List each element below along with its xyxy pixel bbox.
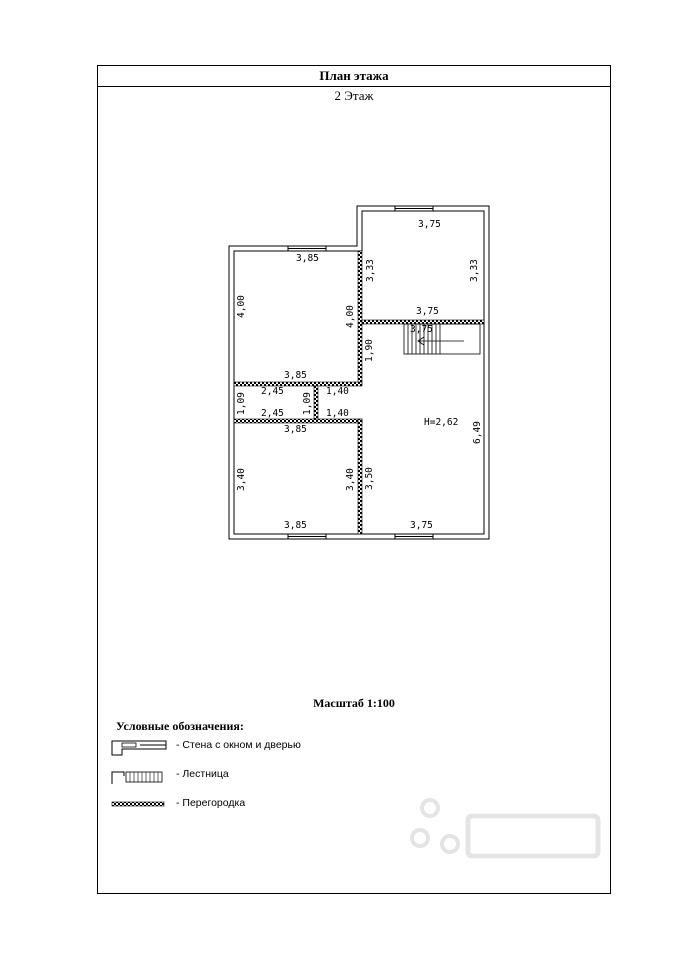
floor-label: 2 Этаж — [334, 88, 374, 103]
scale-label: Масштаб 1:100 — [313, 696, 395, 710]
dim-hall-left: 3,50 — [364, 467, 375, 490]
dim-hall-right: 6,49 — [472, 421, 483, 444]
dim-r1-top: 3,85 — [296, 253, 319, 264]
ceiling-height: H=2,62 — [424, 417, 459, 428]
wall-window-door-icon — [110, 739, 170, 757]
dim-r2-top: 3,75 — [418, 219, 441, 230]
dim-r3-left: 3,40 — [236, 468, 247, 491]
dim-r1-bottom: 3,85 — [284, 370, 307, 381]
watermark-logo — [408, 786, 608, 876]
legend-label-partition: - Перегородка — [176, 797, 246, 809]
dim-r2-bottom: 3,75 — [416, 306, 439, 317]
dim-r1-right: 4,00 — [345, 305, 356, 328]
dim-corridor-bottom: 2,45 — [261, 408, 284, 419]
partition-icon — [110, 799, 170, 809]
dim-r3-right: 3,40 — [345, 468, 356, 491]
dim-r1-left: 4,00 — [236, 295, 247, 318]
plan-sheet — [97, 65, 611, 894]
dim-bath-bottom: 1,40 — [326, 408, 349, 419]
dim-bath-top: 1,40 — [326, 386, 349, 397]
dim-bath-vertical: 1,09 — [302, 392, 313, 415]
dim-hall-bottom: 3,75 — [410, 520, 433, 531]
legend-title: Условные обозначения: — [116, 719, 244, 733]
staircase-icon — [110, 768, 170, 786]
dim-stair: 3,75 — [410, 324, 433, 335]
dim-corridor-left: 1,09 — [236, 392, 247, 415]
legend-label-stairs: - Лестница — [176, 768, 229, 780]
dim-r3-bottom: 3,85 — [284, 520, 307, 531]
dim-corridor-top: 2,45 — [261, 386, 284, 397]
dim-r3-top: 3,85 — [284, 424, 307, 435]
page-title: План этажа — [98, 66, 610, 87]
dim-r2-right: 3,33 — [469, 259, 480, 282]
dim-r2-left: 3,33 — [365, 259, 376, 282]
dim-hall-vertical: 1,90 — [364, 339, 375, 362]
legend-label-wall: - Стена с окном и дверью — [176, 739, 301, 751]
